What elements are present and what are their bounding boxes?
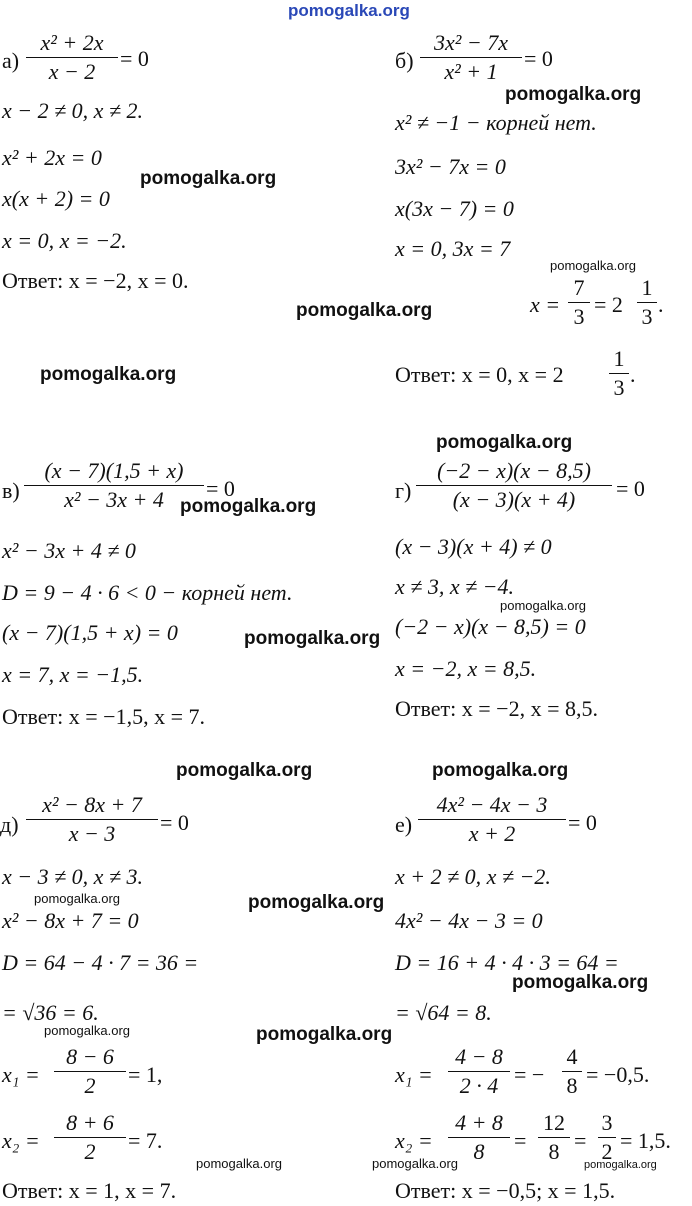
answer-line: Ответ: x = 1, x = 7. [2, 1178, 177, 1203]
x1-rhs: = −0,5. [586, 1062, 650, 1087]
watermark: pomogalka.org [40, 364, 177, 385]
x1-lhs: x₁ = [395, 1062, 433, 1087]
x1-lhs: x₁ = [2, 1062, 40, 1087]
x2-fraction-3: 3 2 [598, 1110, 616, 1165]
x2-mid-2: = [574, 1128, 587, 1153]
solution-line: D = 16 + 4 · 4 · 3 = 64 = [395, 950, 619, 975]
equation-fraction: x² − 8x + 7 x − 3 [26, 792, 158, 847]
solution-line: x² ≠ −1 − корней нет. [395, 110, 597, 135]
watermark: pomogalka.org [140, 168, 277, 189]
result-mid: = 2 [594, 292, 623, 317]
watermark: pomogalka.org [505, 84, 642, 105]
solution-line: x = 7, x = −1,5. [2, 662, 144, 687]
equation-fraction: (x − 7)(1,5 + x) x² − 3x + 4 [24, 458, 204, 513]
equation-rhs: = 0 [524, 46, 553, 71]
solution-line: x² − 8x + 7 = 0 [2, 908, 139, 933]
equation-fraction: 3x² − 7x x² + 1 [420, 30, 522, 85]
solution-line: = √64 = 8. [395, 1000, 492, 1025]
solution-line: x = 0, x = −2. [2, 228, 127, 253]
answer-line: Ответ: x = −0,5; x = 1,5. [395, 1178, 616, 1203]
x1-fraction: 8 − 6 2 [54, 1044, 126, 1099]
x2-fraction-2: 12 8 [538, 1110, 570, 1165]
x1-fraction-2: 4 8 [562, 1044, 582, 1099]
x1-mid: = − [514, 1062, 545, 1087]
solution-line: x − 2 ≠ 0, x ≠ 2. [2, 98, 144, 123]
watermark: pomogalka.org [432, 760, 569, 781]
equation-fraction: (−2 − x)(x − 8,5) (x − 3)(x + 4) [416, 458, 612, 513]
x1-fraction: 4 − 8 2 · 4 [448, 1044, 510, 1099]
watermark: pomogalka.org [34, 891, 120, 906]
solution-line: x(x + 2) = 0 [2, 186, 110, 211]
watermark: pomogalka.org [584, 1159, 657, 1171]
problem-label: г) [395, 478, 412, 503]
answer-fraction: 1 3 [609, 346, 629, 401]
x2-lhs: x₂ = [2, 1128, 40, 1153]
solution-line: x = −2, x = 8,5. [395, 656, 537, 681]
result-mixed-fraction: 1 3 [637, 275, 657, 330]
watermark: pomogalka.org [436, 432, 573, 453]
watermark: pomogalka.org [244, 628, 381, 649]
x2-lhs: x₂ = [395, 1128, 433, 1153]
watermark: pomogalka.org [248, 892, 385, 913]
solution-line: = √36 = 6. [2, 1000, 99, 1025]
solution-line: x ≠ 3, x ≠ −4. [395, 574, 515, 599]
solution-line: (x − 3)(x + 4) ≠ 0 [395, 534, 552, 559]
solution-line: D = 9 − 4 · 6 < 0 − корней нет. [2, 580, 293, 605]
solution-line: x − 3 ≠ 0, x ≠ 3. [2, 864, 144, 889]
watermark: pomogalka.org [180, 496, 317, 517]
result-fraction: 7 3 [568, 275, 590, 330]
equation-rhs: = 0 [206, 476, 235, 501]
answer-end: . [630, 362, 636, 387]
watermark: pomogalka.org [296, 300, 433, 321]
watermark: pomogalka.org [512, 972, 649, 993]
watermark: pomogalka.org [550, 258, 636, 273]
result-lhs: x = [530, 292, 561, 317]
answer-line: Ответ: x = −2, x = 0. [2, 268, 189, 293]
equation-rhs: = 0 [568, 810, 597, 835]
solution-line: x² + 2x = 0 [2, 145, 102, 170]
solution-line: 4x² − 4x − 3 = 0 [395, 908, 543, 933]
equation-rhs: = 0 [120, 46, 149, 71]
x2-rhs: = 1,5. [620, 1128, 671, 1153]
problem-label: в) [2, 478, 20, 503]
problem-label: а) [2, 48, 20, 73]
answer-line: Ответ: x = −2, x = 8,5. [395, 696, 598, 721]
watermark: pomogalka.org [44, 1023, 130, 1038]
equation-fraction: x² + 2x x − 2 [26, 30, 118, 85]
problem-label: д) [0, 812, 19, 837]
equation-fraction: 4x² − 4x − 3 x + 2 [418, 792, 566, 847]
solution-line: 3x² − 7x = 0 [395, 154, 506, 179]
solution-line: D = 64 − 4 · 7 = 36 = [2, 950, 199, 975]
x2-rhs: = 7. [128, 1128, 163, 1153]
x2-fraction: 4 + 8 8 [448, 1110, 510, 1165]
watermark: pomogalka.org [500, 598, 586, 613]
result-end: . [658, 292, 664, 317]
x2-fraction: 8 + 6 2 [54, 1110, 126, 1165]
solution-line: x + 2 ≠ 0, x ≠ −2. [395, 864, 551, 889]
problem-label: е) [395, 812, 413, 837]
site-header: pomogalka.org [288, 1, 410, 20]
solution-line: x(3x − 7) = 0 [395, 196, 514, 221]
watermark: pomogalka.org [176, 760, 313, 781]
watermark: pomogalka.org [256, 1024, 393, 1045]
solution-line: (x − 7)(1,5 + x) = 0 [2, 620, 178, 645]
x1-rhs: = 1, [128, 1062, 163, 1087]
watermark: pomogalka.org [196, 1156, 282, 1171]
watermark: pomogalka.org [372, 1156, 458, 1171]
answer-line: Ответ: x = −1,5, x = 7. [2, 704, 205, 729]
x2-mid: = [514, 1128, 527, 1153]
problem-label: б) [395, 48, 414, 73]
answer-line: Ответ: x = 0, x = 2 [395, 362, 564, 387]
solution-line: x² − 3x + 4 ≠ 0 [2, 538, 136, 563]
solution-line: (−2 − x)(x − 8,5) = 0 [395, 614, 586, 639]
solution-line: x = 0, 3x = 7 [395, 236, 511, 261]
equation-rhs: = 0 [616, 476, 645, 501]
equation-rhs: = 0 [160, 810, 189, 835]
